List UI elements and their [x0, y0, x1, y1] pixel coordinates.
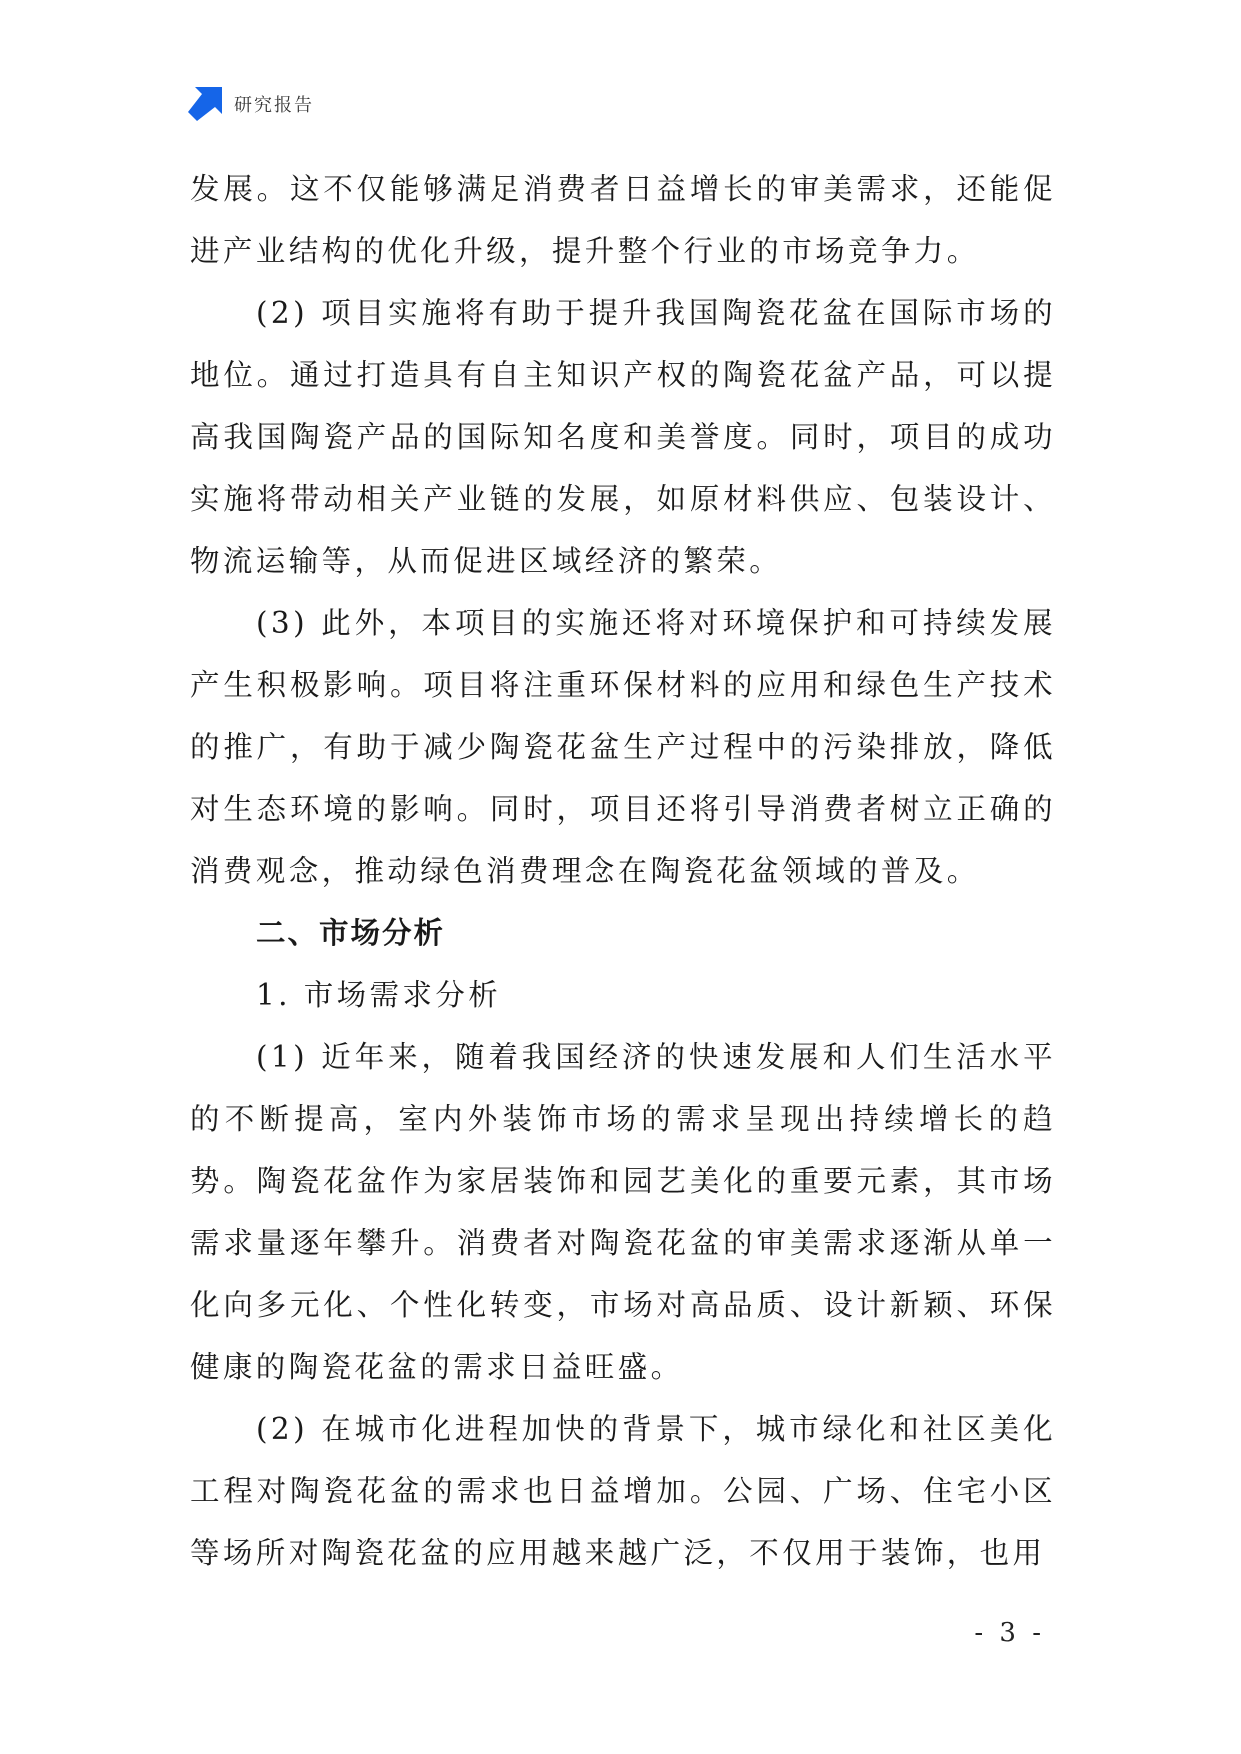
paragraph: (2) 项目实施将有助于提升我国陶瓷花盆在国际市场的地位。通过打造具有自主知识产权的陶瓷花盆产品，可以提高我国陶瓷产品的国际知名度和美誉度。同时，项目的成功实施将带动相关产业链的发展，如原材料供应、包装设计、物流运输等，从而促进区域经济的繁荣。 — [190, 296, 1056, 578]
paragraph: (2) 在城市化进程加快的背景下，城市绿化和社区美化工程对陶瓷花盆的需求也日益增加。公园、广场、住宅小区等场所对陶瓷花盆的应用越来越广泛，不仅用于装饰，也用 — [190, 1412, 1056, 1570]
paragraph: 发展。这不仅能够满足消费者日益增长的审美需求，还能促进产业结构的优化升级，提升整个行业的市场竞争力。 — [190, 172, 1056, 268]
page-number: - 3 - — [974, 1618, 1045, 1648]
paragraph: (1) 近年来，随着我国经济的快速发展和人们生活水平的不断提高，室内外装饰市场的需求呈现出持续增长的趋势。陶瓷花盆作为家居装饰和园艺美化的重要元素，其市场需求量逐年攀升。消费者对陶瓷花盆的审美需求逐渐从单一化向多元化、个性化转变，市场对高品质、设计新颖、环保健康的陶瓷花盆的需求日益旺盛。 — [190, 1040, 1056, 1384]
page-header — [188, 86, 314, 122]
section-heading: 二、市场分析 — [256, 916, 446, 950]
paragraph: (3) 此外，本项目的实施还将对环境保护和可持续发展产生积极影响。项目将注重环保材料的应用和绿色生产技术的推广，有助于减少陶瓷花盆生产过程中的污染排放，降低对生态环境的影响。同时，项目还将引导消费者树立正确的消费观念，推动绿色消费理念在陶瓷花盆领域的普及。 — [190, 606, 1056, 888]
arrow-logo-icon — [188, 87, 222, 121]
header-title: 研究报告 — [234, 95, 314, 116]
subsection-heading: 1. 市场需求分析 — [256, 978, 502, 1012]
document-body — [190, 158, 1056, 1584]
